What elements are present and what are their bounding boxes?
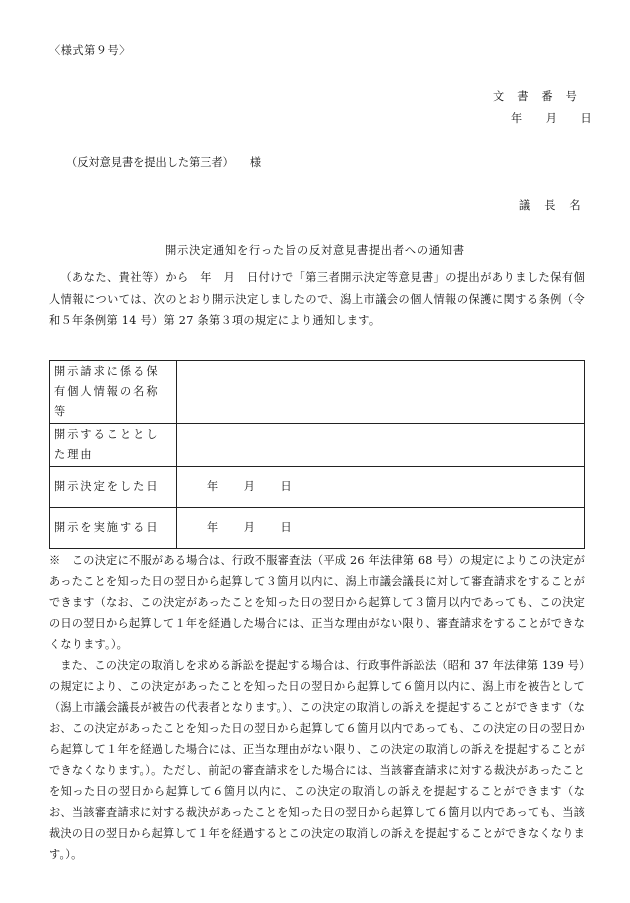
row-label-information-name: 開示請求に係る保有個人情報の名称等 [50,361,177,424]
row-label-decision-date: 開示決定をした日 [50,467,177,508]
sender-name: 議長名 [519,199,595,212]
note-paragraph-lawsuit: また、この決定の取消しを求める訴訟を提起する場合は、行政事件訴訟法（昭和 37 年法律第 139 号）の規定により、この決定があったことを知った日の翌日から起算して６箇月以内に、潟上市を被告として（潟上市議会議長が被告の代表者となります。）、この決定の取消しの訴えを提起することができます（なお、この決定があったことを知った日の翌日から起算して６箇月以内であっても、この決定の日の翌日から起算して１年を経過した場合には、正当な理由がない限り、この決定の取消しの訴えを提起することができなくなります。）。ただし、前記の審査請求をした場合には、当該審査請求に対する裁決があったことを知った日の翌日から起算して６箇月以内に、この決定の取消しの訴えを提起することができます（なお、当該審査請求に対する裁決があったことを知った日の翌日から起算して６箇月以内であっても、当該裁決の日の翌日から起算して１年を経過するとこの決定の取消しの訴えを提起することができなくなります。）。 [49,659,585,861]
table-row [50,361,585,424]
body-text: （あなた、貴社等）から 年 月 日付けで「第三者開示決定等意見書」の提出がありました保有個人情報については、次のとおり開示決定しましたので、潟上市議会の個人情報の保護に関する条例（令和５年条例第 14 号）第 27 条第３項の規定により通知します。 [49,271,585,327]
document-number-label: 文書番号 [493,90,590,103]
body-paragraph [49,267,585,332]
disclosure-info-table [49,360,585,549]
addressee-line [66,154,261,170]
notes-section [49,550,585,865]
form-number: 〈様式第９号〉 [49,44,131,57]
table-row [50,467,585,508]
table-row [50,508,585,549]
row-label-implementation-date: 開示を実施する日 [50,508,177,549]
document-title: 開示決定通知を行った旨の反対意見書提出者への通知書 [165,244,465,257]
row-value-reason [177,424,585,467]
row-value-decision-date: 年 月 日 [177,467,585,508]
row-value-implementation-date: 年 月 日 [177,508,585,549]
addressee-honorific: 様 [249,156,262,169]
document-date-label: 年 月 日 [511,112,592,125]
table-row [50,424,585,467]
note-paragraph-review: ※ この決定に不服がある場合は、行政不服審査法（平成 26 年法律第 68 号）の規定によりこの決定があったことを知った日の翌日から起算して３箇月以内に、潟上市議会議長に対して審査請求をすることができます（なお、この決定があったことを知った日の翌日から起算して３箇月以内であっても、この決定の日の翌日から起算して１年を経過した場合には、正当な理由がない限り、審査請求をすることができなくなります。）。 [49,554,585,651]
addressee-name: （反対意見書を提出した第三者） [66,156,234,169]
row-label-reason: 開示することとした理由 [50,424,177,467]
row-value-information-name [177,361,585,424]
